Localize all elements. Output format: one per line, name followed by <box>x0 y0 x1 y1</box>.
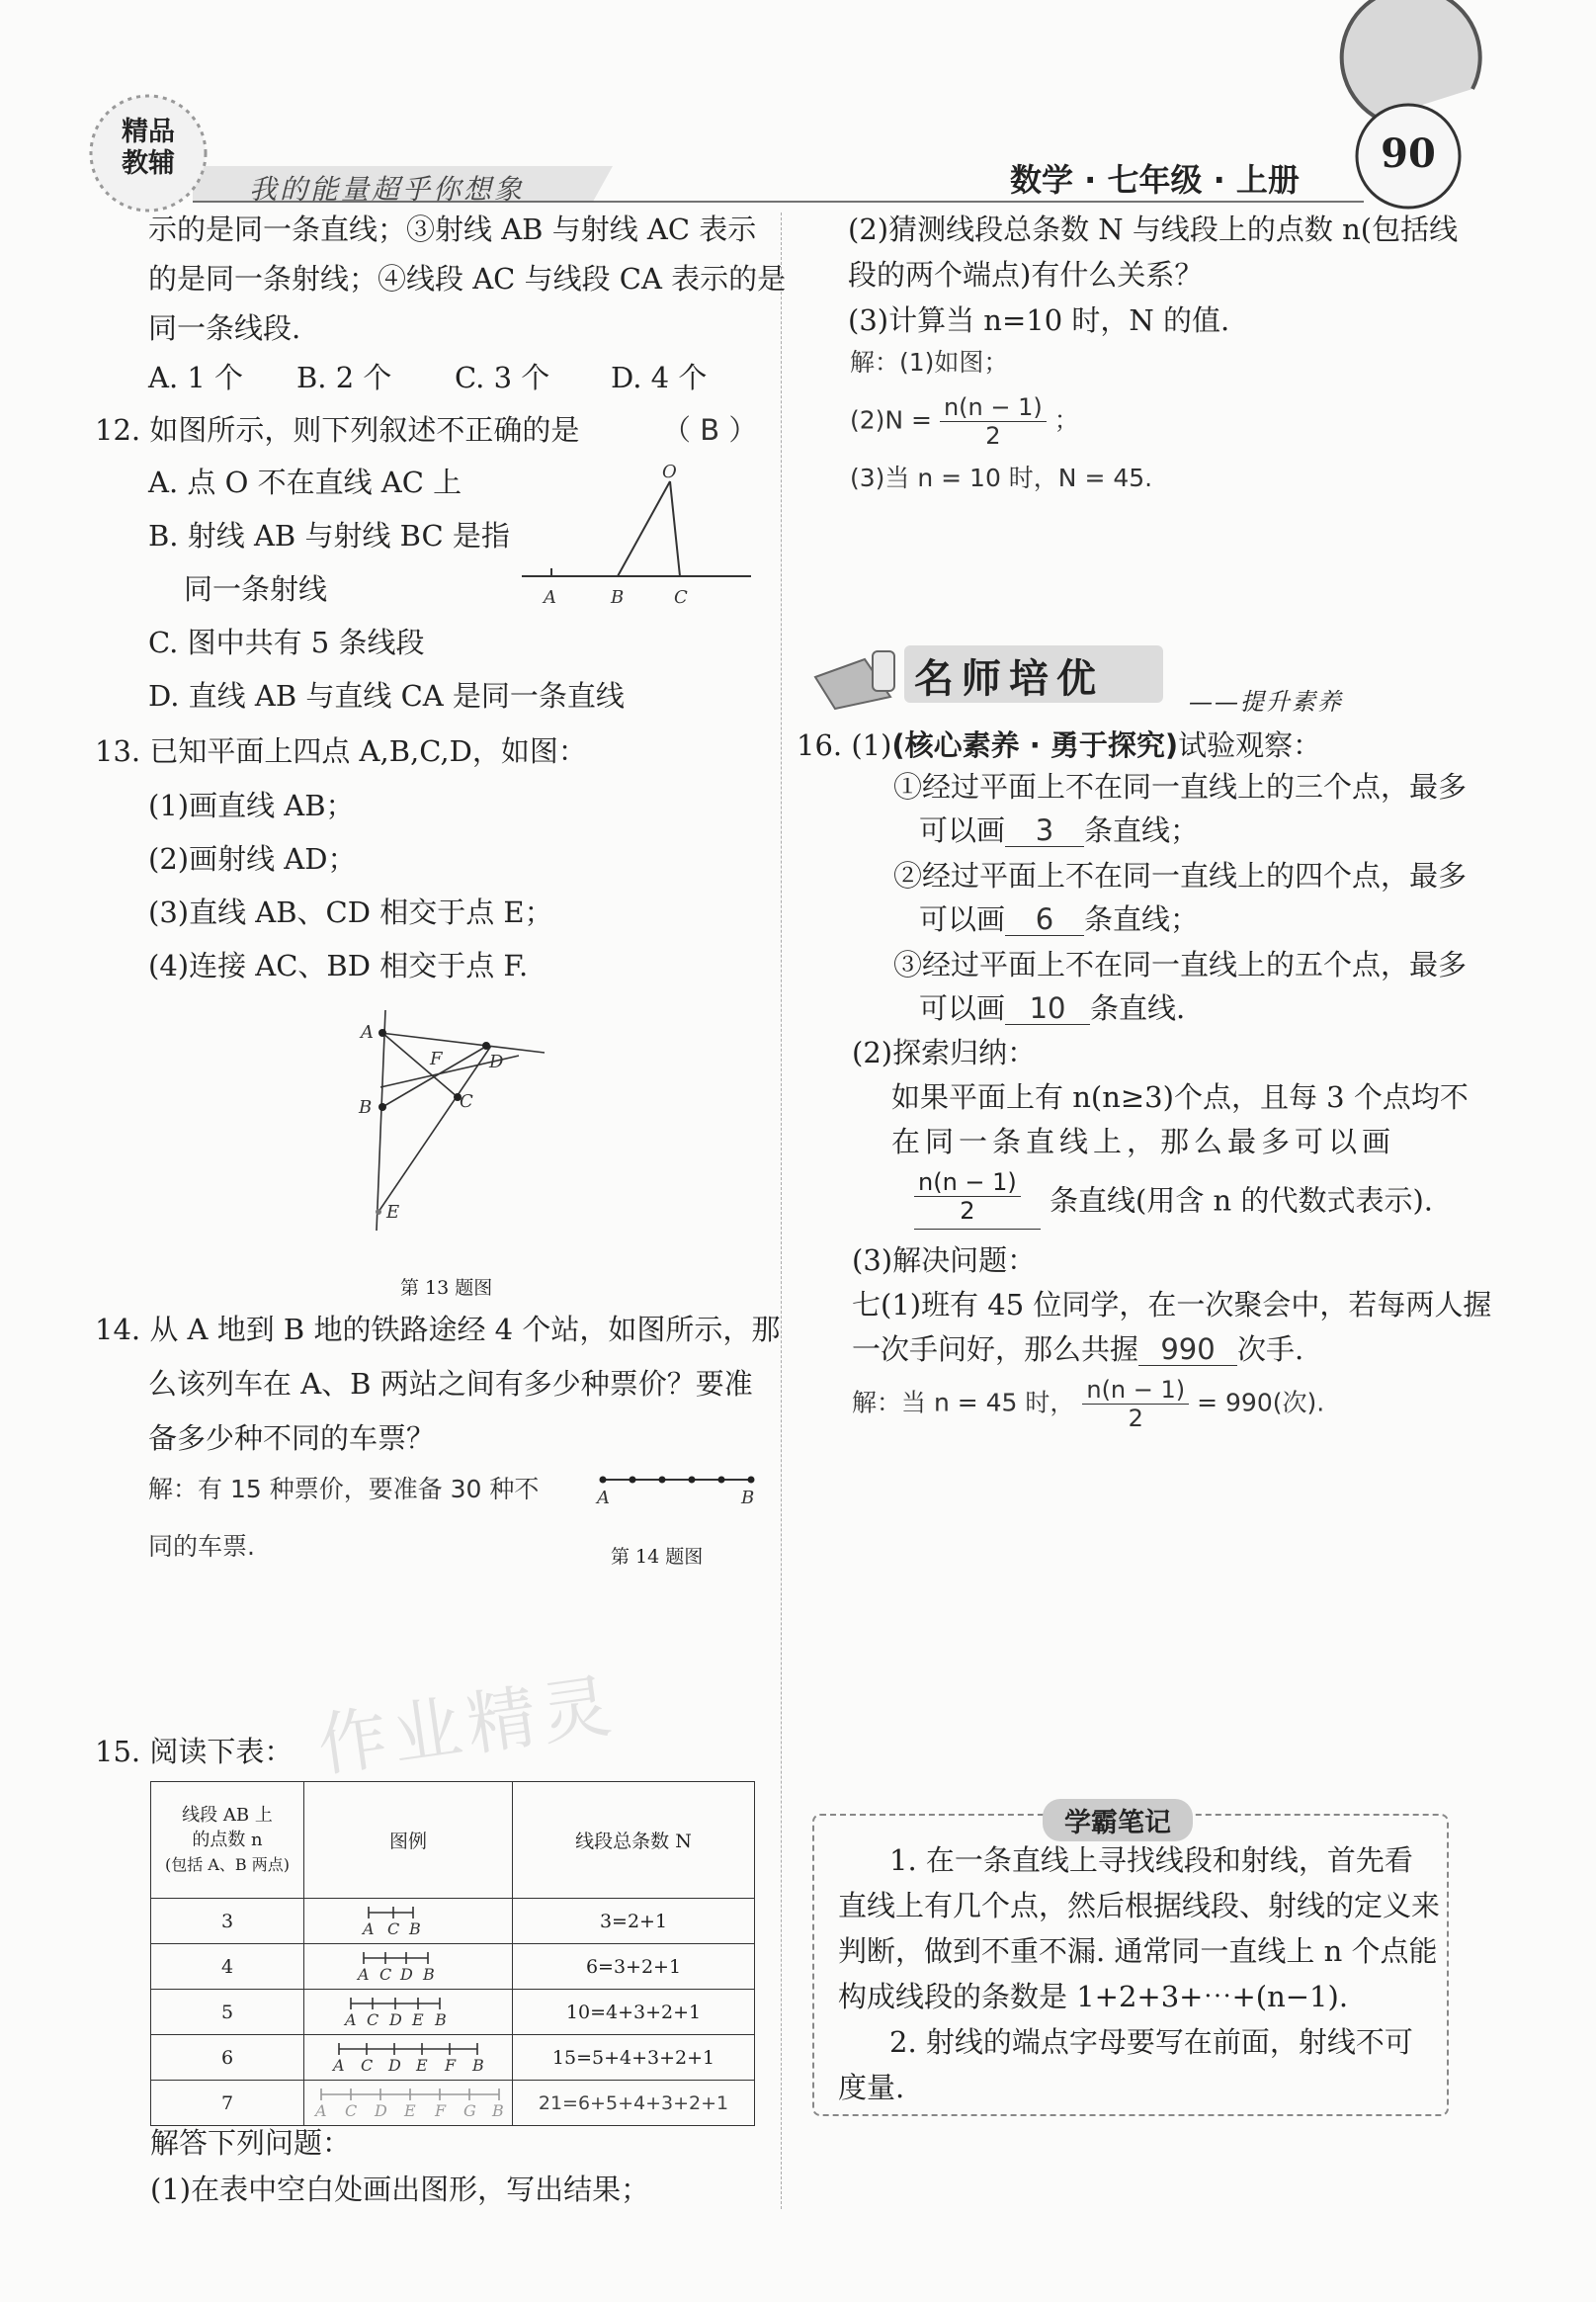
header-cell-points: 线段 AB 上 的点数 n (包括 A、B 两点) <box>151 1782 304 1899</box>
q12-figure <box>514 460 761 608</box>
row-figure <box>309 1990 507 2029</box>
q14-label-a: A <box>597 1488 610 1507</box>
q15-part1: (1)在表中空白处画出图形，写出结果； <box>150 2173 650 2206</box>
svg-text:B: B <box>423 1965 435 1984</box>
table-row <box>151 1899 755 1944</box>
section-subtitle: ——提升素养 <box>1189 688 1343 716</box>
table-row <box>151 2035 755 2081</box>
q14-solution-2: 同的车票. <box>148 1532 255 1561</box>
svg-text:B: B <box>472 2056 484 2075</box>
svg-text:B: B <box>492 2101 504 2120</box>
q16-part2-fraction: $\frac{n(n - 1)}{2}$ <box>914 1168 1041 1230</box>
q15-part2-line2: 段的两个端点)有什么关系？ <box>848 258 1204 292</box>
notes-title: 学霸笔记 <box>1043 1799 1193 1841</box>
svg-text:D: D <box>375 2101 387 2120</box>
q12-option-c: C. 图中共有 5 条线段 <box>148 626 425 659</box>
q14-label-b: B <box>741 1488 755 1507</box>
q13-label-b: B <box>359 1097 373 1118</box>
q11-cont-3: 同一条线段. <box>148 311 301 345</box>
notes-line3: 判断，做到不重不漏. 通常同一直线上 n 个点能 <box>838 1934 1438 1968</box>
q16-c-answer: 10 <box>1005 992 1090 1025</box>
row-total: 6=3+2+1 <box>513 1944 755 1990</box>
q13-caption: 第 13 题图 <box>400 1277 493 1299</box>
notes-line2: 直线上有几个点，然后根据线段、射线的定义来 <box>838 1889 1441 1922</box>
q12-label-b: B <box>611 587 625 608</box>
q14-line3: 备多少种不同的车票？ <box>148 1421 436 1455</box>
q16-part3-answer: 990 <box>1138 1333 1237 1366</box>
logo-line1: 精品 <box>122 117 175 147</box>
svg-text:E: E <box>412 2010 424 2029</box>
row-n: 7 <box>151 2081 304 2126</box>
header-cell-total: 线段总条数 N <box>513 1782 755 1899</box>
q11-option-b: B. 2 个 <box>296 361 392 394</box>
notes-line5: 2. 射线的端点字母要写在前面，射线不可 <box>889 2025 1413 2059</box>
page-number: 90 <box>1381 130 1436 177</box>
svg-text:G: G <box>463 2101 476 2120</box>
notes-line6: 度量. <box>838 2071 905 2104</box>
column-divider <box>781 213 782 2209</box>
q16-a-line2: 可以画 3 条直线； <box>919 813 1200 847</box>
row-n: 4 <box>151 1944 304 1990</box>
row-n: 3 <box>151 1899 304 1944</box>
q16-b-line2: 可以画 6 条直线； <box>919 902 1200 936</box>
q16-part2-line2: 在同一条直线上，那么最多可以画 <box>891 1125 1396 1158</box>
svg-text:A: A <box>345 2010 357 2029</box>
table-row <box>151 2081 755 2126</box>
logo-line2: 教辅 <box>122 148 175 179</box>
q16-part2-line1: 如果平面上有 n(n≥3)个点，且每 3 个点均不 <box>891 1080 1469 1114</box>
q13-label-c: C <box>460 1091 473 1112</box>
svg-text:C: C <box>387 1919 400 1938</box>
q15-part2-line1: (2)猜测线段总条数 N 与线段上的点数 n(包括线 <box>848 213 1459 246</box>
svg-text:A: A <box>315 2101 327 2120</box>
svg-text:C: C <box>379 1965 392 1984</box>
svg-text:C: C <box>345 2101 358 2120</box>
row-n: 6 <box>151 2035 304 2081</box>
q13-figure <box>351 998 558 1236</box>
header-banner <box>0 0 1596 227</box>
table-row <box>151 1990 755 2035</box>
q14-line2: 么该列车在 A、B 两站之间有多少种票价？要准 <box>148 1367 753 1401</box>
header-cell-figure: 图例 <box>304 1782 513 1899</box>
q15-stem: 15. 阅读下表： <box>95 1735 294 1768</box>
notes-line4: 构成线段的条数是 1+2+3+⋯+(n−1). <box>838 1980 1349 2013</box>
slogan: 我的能量超乎你想象 <box>249 173 526 206</box>
q16-solution-fraction: $\frac{n(n - 1)}{2}$ <box>1082 1376 1189 1432</box>
svg-text:E: E <box>416 2056 428 2075</box>
q11-cont-1: 示的是同一条直线；③射线 AB 与射线 AC 表示 <box>148 213 757 246</box>
row-figure <box>309 2081 507 2120</box>
q15-table <box>150 1781 755 2126</box>
q12-stem: 12. 如图所示，则下列叙述不正确的是 <box>95 413 580 447</box>
q11-option-c: C. 3 个 <box>455 361 550 394</box>
q16-c-line2: 可以画 10 条直线. <box>919 991 1186 1025</box>
row-figure <box>309 1944 507 1984</box>
svg-text:B: B <box>435 2010 447 2029</box>
svg-text:A: A <box>333 2056 345 2075</box>
logo <box>111 117 186 180</box>
row-total: 3=2+1 <box>513 1899 755 1944</box>
q12-option-a: A. 点 O 不在直线 AC 上 <box>148 466 462 499</box>
q16-part3-title: (3)解决问题： <box>852 1243 1037 1277</box>
svg-text:D: D <box>400 1965 413 1984</box>
row-total: 15=5+4+3+2+1 <box>513 2035 755 2081</box>
q12-label-a: A <box>544 587 556 608</box>
q11-cont-2: 的是同一条射线；④线段 AC 与线段 CA 表示的是 <box>148 262 787 296</box>
svg-text:F: F <box>435 2101 447 2120</box>
row-figure <box>309 1899 507 1938</box>
q13-label-d: D <box>489 1052 504 1072</box>
q14-caption: 第 14 题图 <box>611 1546 704 1568</box>
q12-option-d: D. 直线 AB 与直线 CA 是同一条直线 <box>148 679 625 713</box>
q16-part3-line2: 一次手问好，那么共握 990 次手. <box>852 1332 1304 1366</box>
row-total: 10=4+3+2+1 <box>513 1990 755 2035</box>
table-row <box>151 1944 755 1990</box>
svg-text:E: E <box>404 2101 416 2120</box>
q14-solution-1: 解：有 15 种票价，要准备 30 种不 <box>148 1475 540 1503</box>
row-total: 21=6+5+4+3+2+1 <box>513 2081 755 2126</box>
svg-text:B: B <box>409 1919 421 1938</box>
q13-part1: (1)画直线 AB； <box>148 789 355 822</box>
q16-part3-line1: 七(1)班有 45 位同学，在一次聚会中，若每两人握 <box>852 1288 1492 1322</box>
q16-a-line1: ①经过平面上不在同一直线上的三个点，最多 <box>893 770 1468 804</box>
q12-label-o: O <box>662 462 677 482</box>
svg-text:A: A <box>358 1965 370 1984</box>
section-title: 名师培优 <box>914 656 1104 702</box>
solution-fraction: $\frac{n(n - 1)}{2}$ <box>940 393 1047 450</box>
q15-part3: (3)计算当 n=10 时，N 的值. <box>848 303 1230 337</box>
row-n: 5 <box>151 1990 304 2035</box>
q14-line1: 14. 从 A 地到 B 地的铁路途经 4 个站，如图所示，那 <box>95 1313 781 1346</box>
q11-option-a: A. 1 个 <box>148 361 244 394</box>
q16-c-line1: ③经过平面上不在同一直线上的五个点，最多 <box>893 948 1468 981</box>
q13-part2: (2)画射线 AD； <box>148 842 357 876</box>
q16-a-answer: 3 <box>1005 814 1084 847</box>
solution-line3: (3)当 n = 10 时，N = 45. <box>850 464 1153 492</box>
svg-text:C: C <box>361 2056 374 2075</box>
q12-option-b: B. 射线 AB 与射线 BC 是指 <box>148 519 510 553</box>
svg-text:F: F <box>445 2056 457 2075</box>
svg-text:D: D <box>388 2056 401 2075</box>
svg-text:D: D <box>389 2010 402 2029</box>
q15-ask: 解答下列问题： <box>150 2126 352 2160</box>
watermark: 作业精灵 <box>312 1664 622 1787</box>
q12-answer: （ B ） <box>662 413 758 447</box>
q13-part4: (4)连接 AC、BD 相交于点 F. <box>148 949 529 982</box>
q16-part2-title: (2)探索归纳： <box>852 1036 1037 1069</box>
q13-stem: 13. 已知平面上四点 A,B,C,D，如图： <box>95 734 587 768</box>
subject-title: 数学 · 七年级 · 上册 <box>1010 161 1300 199</box>
solution-line1: 解：(1)如图； <box>850 348 1009 377</box>
q12-option-b2: 同一条射线 <box>184 572 328 606</box>
q16-heading: 16. (1)(核心素养 · 勇于探究)试验观察： <box>797 728 1322 762</box>
q13-part3: (3)直线 AB、CD 相交于点 E； <box>148 895 553 929</box>
q13-label-e: E <box>386 1202 400 1223</box>
notes-line1: 1. 在一条直线上寻找线段和射线，首先看 <box>889 1843 1413 1877</box>
q11-option-d: D. 4 个 <box>611 361 708 394</box>
q12-label-c: C <box>674 587 688 608</box>
q16-solution: 解：当 n = 45 时， $\frac{n(n - 1)}{2}$ = 990(次). <box>852 1376 1325 1432</box>
svg-text:C: C <box>367 2010 379 2029</box>
svg-text:A: A <box>363 1919 375 1938</box>
q16-b-answer: 6 <box>1005 903 1084 936</box>
row-figure <box>309 2035 507 2075</box>
q14-figure <box>593 1468 761 1507</box>
q13-label-a: A <box>361 1022 374 1043</box>
solution-line2: (2)N = $\frac{n(n - 1)}{2}$ ； <box>850 393 1079 450</box>
q16-part2-line3: $\frac{n(n - 1)}{2}$ 条直线(用含 n 的代数式表示). <box>914 1168 1433 1230</box>
q16-b-line1: ②经过平面上不在同一直线上的四个点，最多 <box>893 859 1468 893</box>
q13-label-f: F <box>430 1049 443 1069</box>
